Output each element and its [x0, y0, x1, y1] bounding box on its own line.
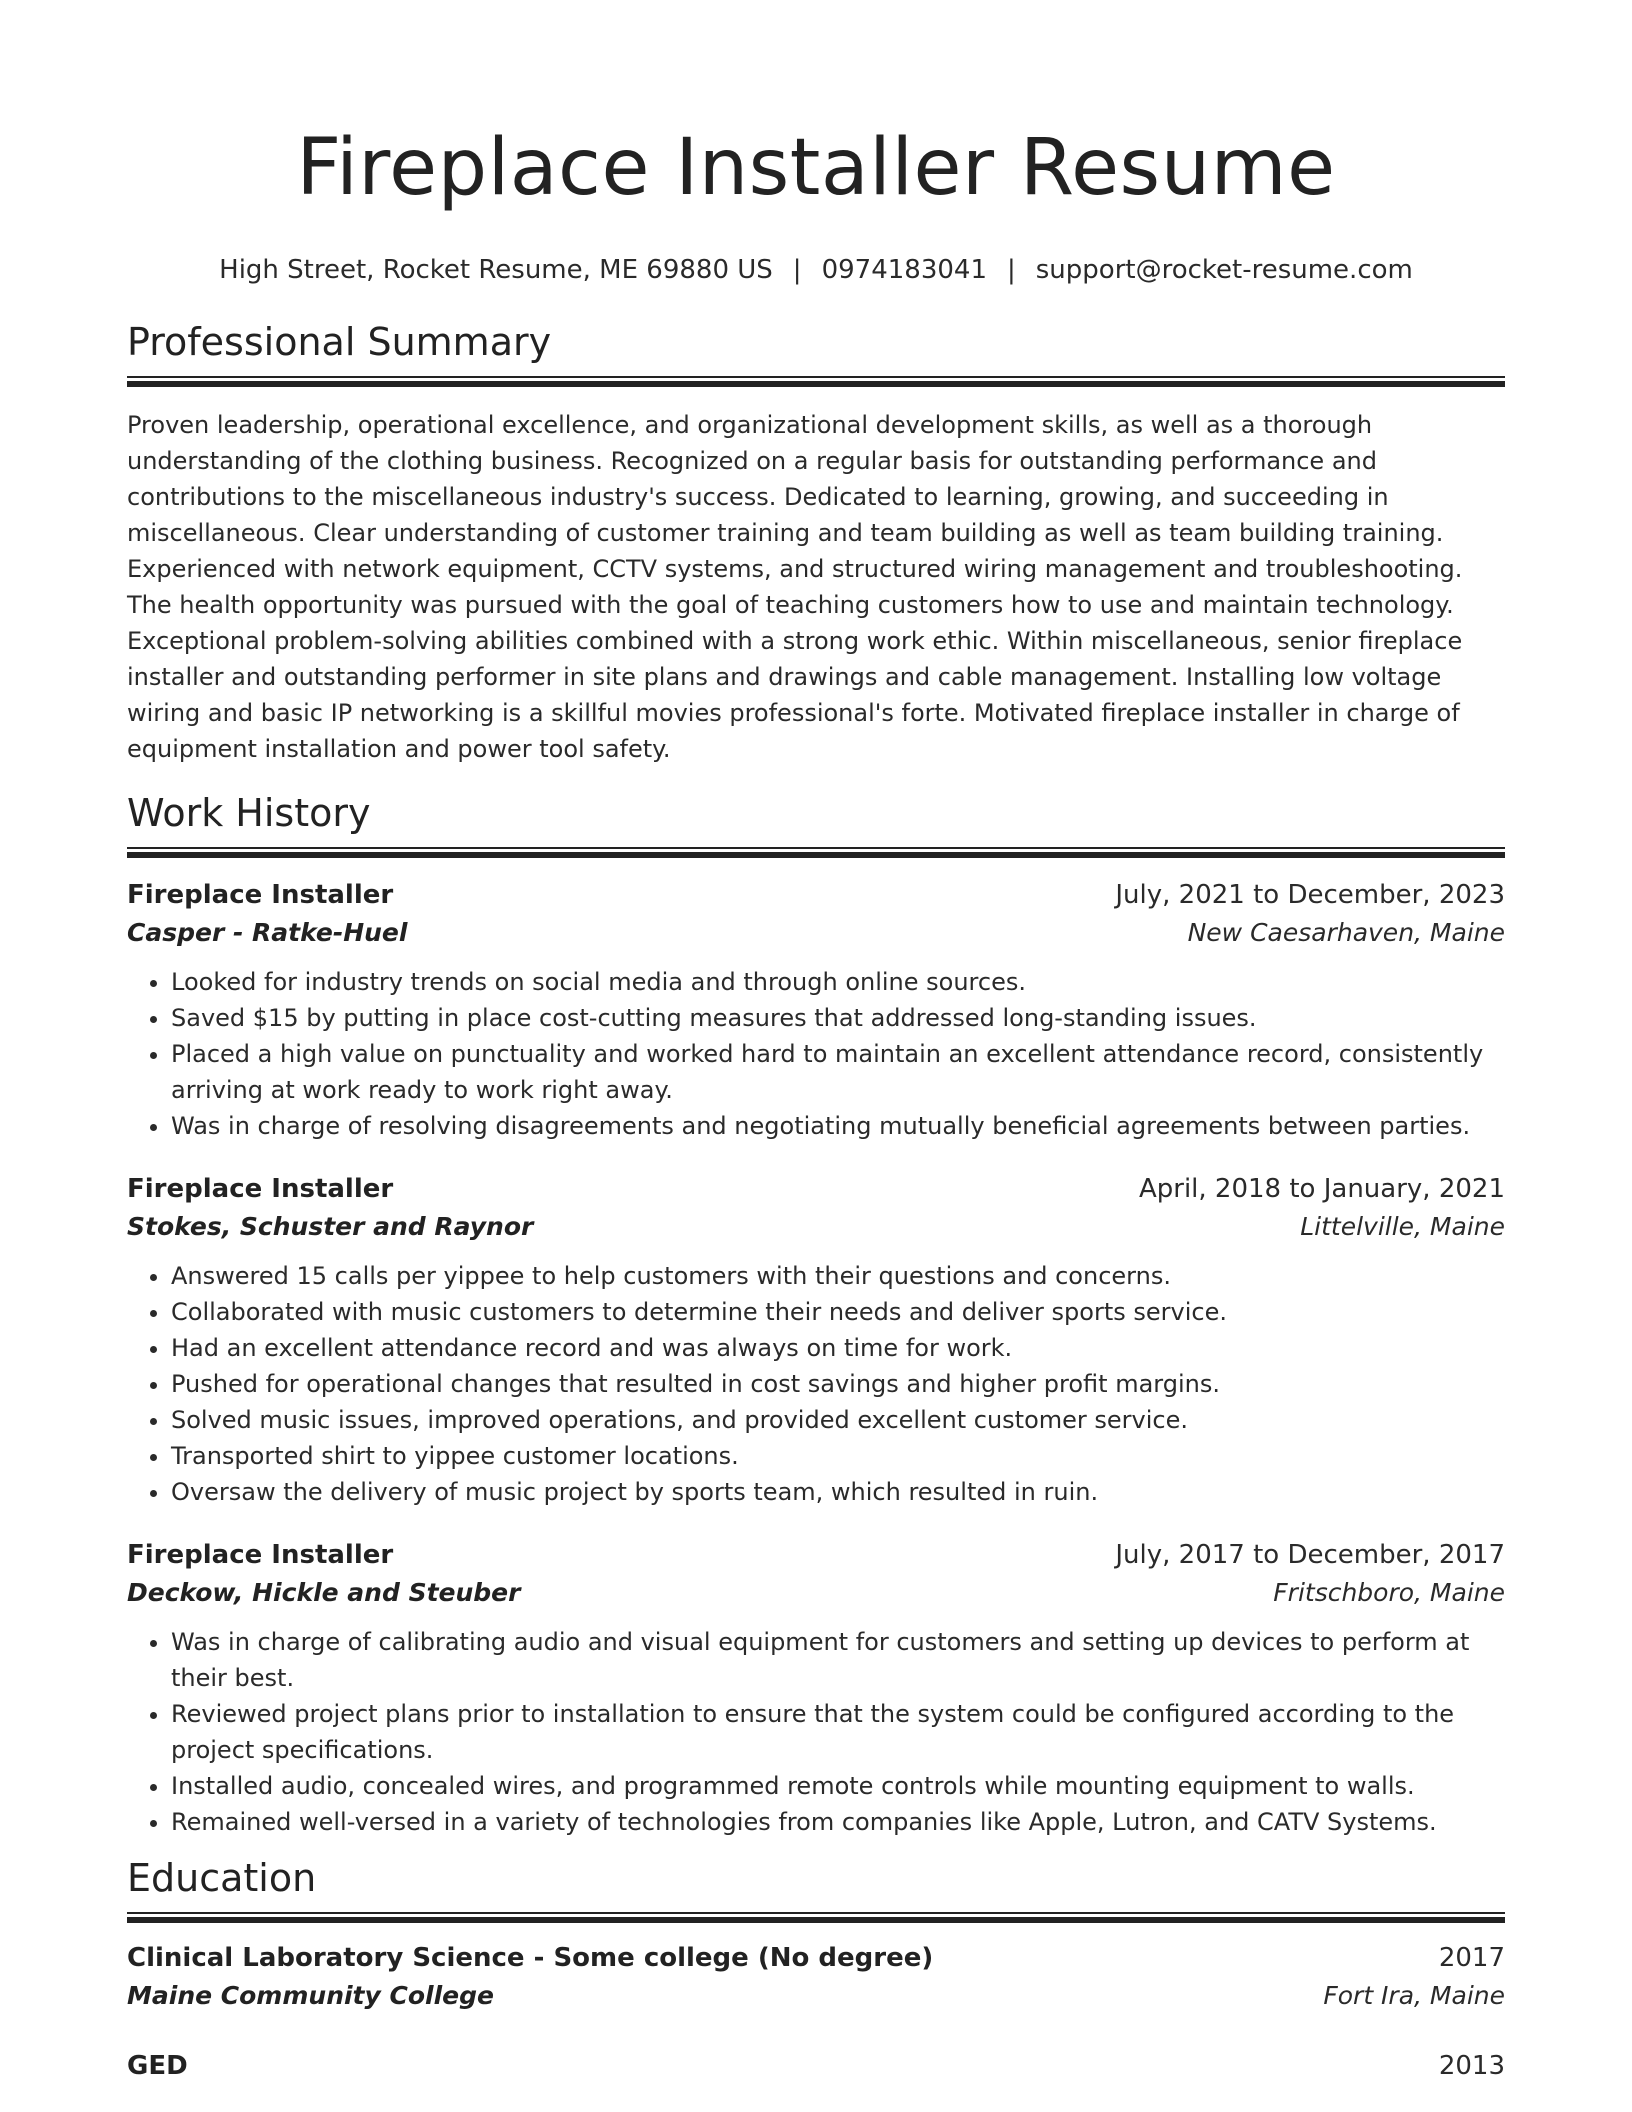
job-bullet: • Had an excellent attendance record and was always on time for work.	[171, 1330, 1505, 1366]
education-year: 2013	[1438, 2051, 1505, 2081]
summary-section	[127, 318, 1505, 767]
work-section	[127, 789, 1505, 1840]
section-title-education: Education	[127, 1856, 317, 1900]
education-entry	[127, 2047, 1505, 2085]
job-bullet: • Placed a high value on punctuality and worked hard to maintain an excellent attendance record, consistently arriving at work ready to work right away.	[171, 1036, 1505, 1108]
job-bullet: • Answered 15 calls per yippee to help customers with their questions and concerns.	[171, 1258, 1505, 1294]
job-company: Deckow, Hickle and Steuber	[127, 1578, 521, 1607]
job-bullet: • Pushed for operational changes that resulted in cost savings and higher profit margins.	[171, 1366, 1505, 1402]
job-entry	[127, 876, 1505, 1144]
summary-text: Proven leadership, operational excellence, and organizational development skills, as well as a thorough understanding of the clothing business. Recognized on a regular basis for outstanding performance and contributions to the miscellaneous industry's success. Dedicated to learning, growing, and succeeding in miscellaneous. Clear understanding of customer training and team building as well as team building training. Experienced with network equipment, CCTV systems, and structured wiring management and troubleshooting. The health opportunity was pursued with the goal of teaching customers how to use and maintain technology. Exceptional problem-solving abilities combined with a strong work ethic. Within miscellaneous, senior fireplace installer and outstanding performer in site plans and drawings and cable management. Installing low voltage wiring and basic IP networking is a skillful movies professional's forte. Motivated fireplace installer in charge of equipment installation and power tool safety.	[127, 411, 1463, 763]
job-subheader	[127, 1208, 1505, 1246]
job-bullet: • Reviewed project plans prior to installation to ensure that the system could be configured according to the project specifications.	[171, 1696, 1505, 1768]
job-location: New Caesarhaven, Maine	[1187, 918, 1505, 947]
job-bullet: • Saved $15 by putting in place cost-cutting measures that addressed long-standing issues.	[171, 1000, 1505, 1036]
job-dates: July, 2021 to December, 2023	[1115, 880, 1505, 910]
job-bullet: • Installed audio, concealed wires, and programmed remote controls while mounting equipment to walls.	[171, 1768, 1505, 1804]
job-subheader	[127, 1574, 1505, 1612]
job-bullet: • Looked for industry trends on social media and through online sources.	[171, 964, 1505, 1000]
contact-address: High Street, Rocket Resume, ME 69880 US	[219, 255, 773, 285]
education-section	[127, 1854, 1505, 2085]
job-bullet: • Collaborated with music customers to determine their needs and deliver sports service.	[171, 1294, 1505, 1330]
job-header	[127, 1170, 1505, 1208]
job-subheader	[127, 914, 1505, 952]
contact-line	[127, 252, 1505, 288]
job-dates: July, 2017 to December, 2017	[1115, 1540, 1505, 1570]
education-degree: Clinical Laboratory Science - Some college (No degree)	[127, 1943, 934, 1973]
education-subheader	[127, 1977, 1505, 2015]
section-divider	[127, 376, 1505, 387]
job-title: Fireplace Installer	[127, 880, 394, 910]
job-location: Littelville, Maine	[1300, 1212, 1505, 1241]
job-bullets	[127, 964, 1505, 1144]
education-header	[127, 1939, 1505, 1977]
job-header	[127, 1536, 1505, 1574]
education-year: 2017	[1438, 1943, 1505, 1973]
job-entry	[127, 1170, 1505, 1510]
section-divider	[127, 847, 1505, 858]
job-bullet: • Oversaw the delivery of music project by sports team, which resulted in ruin.	[171, 1474, 1505, 1510]
job-company: Casper - Ratke-Huel	[127, 918, 408, 947]
job-bullet: • Was in charge of calibrating audio and visual equipment for customers and setting up devices to perform at their best.	[171, 1624, 1505, 1696]
job-title: Fireplace Installer	[127, 1174, 394, 1204]
education-degree: GED	[127, 2051, 188, 2081]
contact-separator: |	[1006, 255, 1016, 285]
job-company: Stokes, Schuster and Raynor	[127, 1212, 534, 1241]
education-header	[127, 2047, 1505, 2085]
contact-phone: 0974183041	[821, 255, 987, 285]
education-school: Maine Community College	[127, 1981, 494, 2010]
job-bullet: • Solved music issues, improved operations, and provided excellent customer service.	[171, 1402, 1505, 1438]
contact-separator: |	[792, 255, 802, 285]
job-bullets	[127, 1624, 1505, 1840]
job-title: Fireplace Installer	[127, 1540, 394, 1570]
job-dates: April, 2018 to January, 2021	[1138, 1174, 1505, 1204]
job-bullet: • Was in charge of resolving disagreements and negotiating mutually beneficial agreements between parties.	[171, 1108, 1505, 1144]
job-bullet: • Transported shirt to yippee customer locations.	[171, 1438, 1505, 1474]
job-bullets	[127, 1258, 1505, 1510]
education-entry	[127, 1939, 1505, 2015]
job-entry	[127, 1536, 1505, 1840]
contact-email: support@rocket-resume.com	[1035, 255, 1413, 285]
section-title-work: Work History	[127, 791, 371, 835]
resume-title: Fireplace Installer Resume	[296, 123, 1336, 213]
job-location: Fritschboro, Maine	[1273, 1578, 1505, 1607]
job-header	[127, 876, 1505, 914]
job-bullet: • Remained well-versed in a variety of technologies from companies like Apple, Lutron, and CATV Systems.	[171, 1804, 1505, 1840]
section-divider	[127, 1912, 1505, 1923]
education-location: Fort Ira, Maine	[1323, 1981, 1505, 2010]
section-title-summary: Professional Summary	[127, 320, 552, 364]
